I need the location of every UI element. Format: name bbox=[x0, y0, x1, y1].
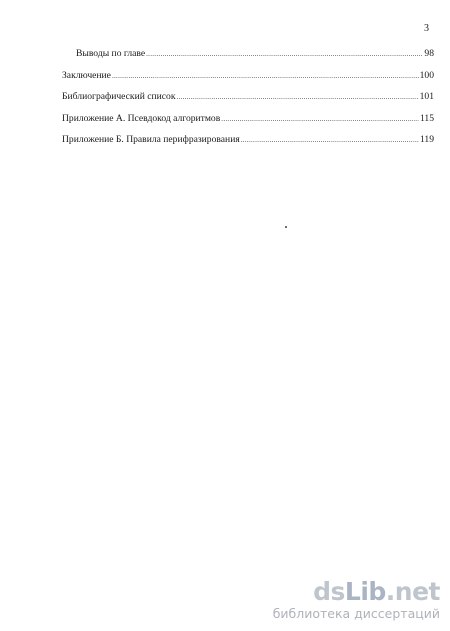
toc-dot-leader bbox=[221, 113, 419, 125]
toc-entry-title: Заключение bbox=[62, 69, 111, 81]
toc-entry-title: Выводы по главе bbox=[76, 48, 146, 59]
page-number: 3 bbox=[424, 23, 429, 34]
toc-entry-page: 101 bbox=[419, 91, 434, 102]
toc-dot-leader bbox=[241, 134, 419, 146]
watermark-logo-net: .net bbox=[385, 577, 440, 606]
watermark-logo bbox=[273, 578, 440, 606]
toc-entry-appendix-b bbox=[62, 134, 434, 146]
toc-entry-page: 119 bbox=[419, 134, 434, 145]
toc-entry-page: 100 bbox=[419, 69, 434, 81]
toc-entry-bibliography bbox=[62, 91, 434, 103]
toc-entry-chapter-conclusions bbox=[62, 48, 434, 60]
table-of-contents bbox=[62, 48, 434, 146]
toc-entry-conclusion bbox=[62, 70, 434, 82]
dslib-watermark bbox=[273, 578, 440, 621]
toc-entry-page: 115 bbox=[419, 112, 434, 124]
watermark-logo-lib: Lib bbox=[344, 577, 386, 606]
scan-speck bbox=[285, 226, 287, 228]
toc-dot-leader bbox=[112, 70, 419, 82]
toc-entry-appendix-a bbox=[62, 113, 434, 125]
toc-entry-page: 98 bbox=[424, 48, 434, 59]
toc-entry-title: Библиографический список bbox=[62, 91, 176, 102]
watermark-logo-ds: ds bbox=[313, 577, 345, 606]
toc-dot-leader bbox=[177, 91, 419, 103]
toc-dot-leader bbox=[146, 48, 423, 60]
toc-entry-title: Приложение Б. Правила перифразирования bbox=[62, 134, 240, 145]
watermark-subtitle: библиотека диссертаций bbox=[272, 606, 440, 621]
toc-entry-title: Приложение А. Псевдокод алгоритмов bbox=[62, 112, 221, 124]
